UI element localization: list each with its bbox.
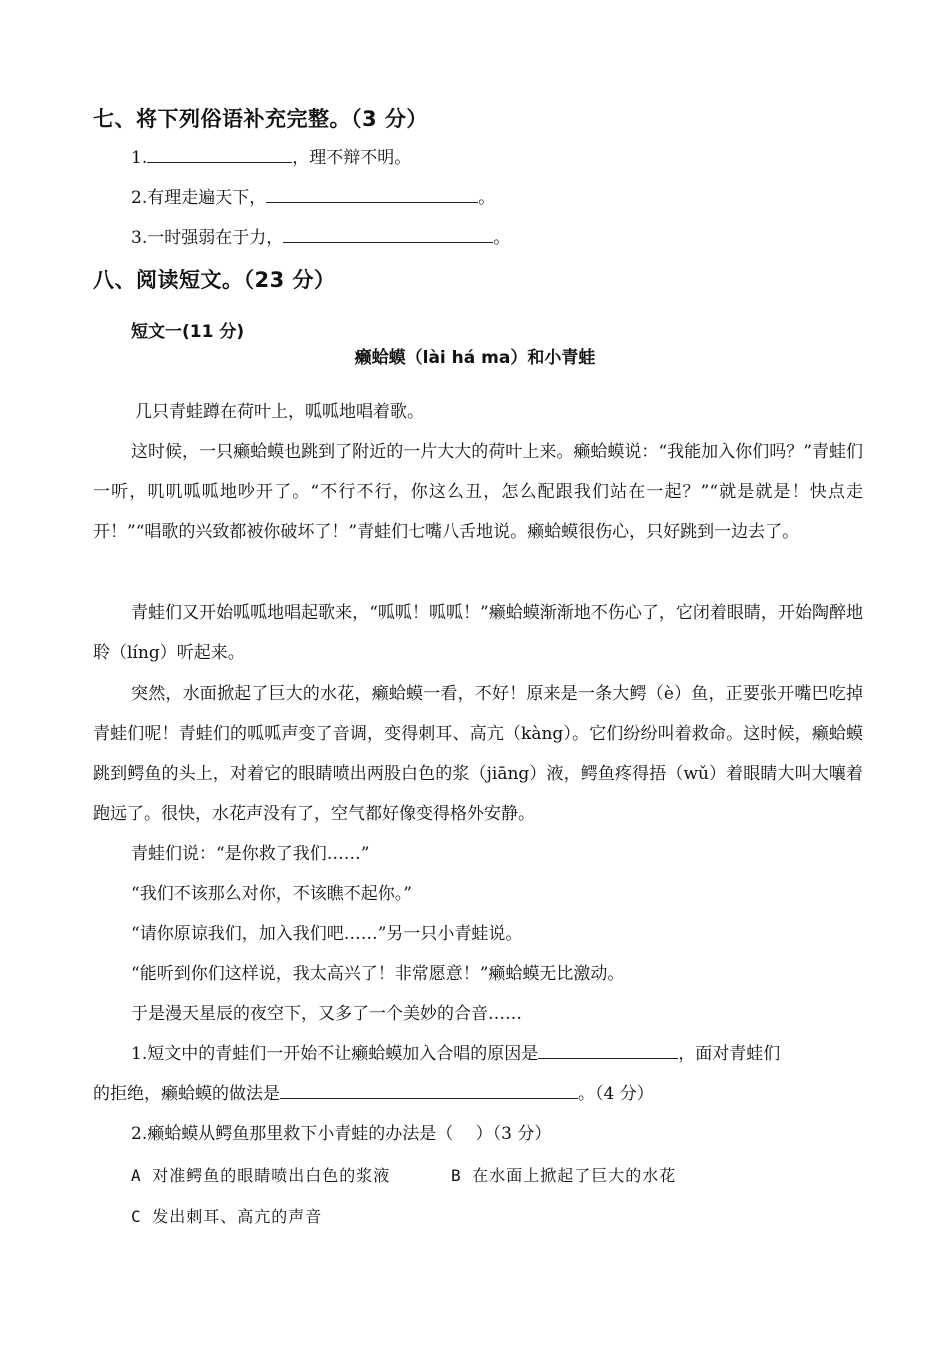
q1-suffix: ，理不辩不明。 — [292, 148, 412, 168]
section-8-heading: 八、阅读短文。（23 分） — [93, 268, 336, 292]
section-7-question-3 — [131, 226, 510, 250]
reading-question-2: 2.癞蛤蟆从鳄鱼那里救下小青蛙的办法是（ ）（3 分） — [131, 1124, 552, 1144]
option-b[interactable]: B 在水面上掀起了巨大的水花 — [451, 1166, 677, 1185]
story-paragraph-7: “请你原谅我们，加入我们吧……”另一只小青蛙说。 — [131, 924, 523, 944]
section-7-question-1 — [131, 146, 411, 170]
reading-question-1-line-1 — [131, 1042, 780, 1066]
rq1-text-3: 的拒绝，癞蛤蟆的做法是 — [93, 1084, 280, 1104]
passage-label: 短文一(11 分) — [131, 322, 245, 342]
rq1-text-2: ，面对青蛙们 — [678, 1044, 781, 1064]
q3-prefix: 3.一时强弱在于力， — [131, 228, 284, 248]
rq1-reason-blank[interactable] — [538, 1042, 678, 1059]
story-paragraph-1: 几只青蛙蹲在荷叶上，呱呱地唱着歌。 — [135, 402, 424, 422]
q2-suffix: 。 — [478, 188, 496, 208]
q2-prefix: 2.有理走遍天下， — [131, 188, 267, 208]
section-7-heading: 七、将下列俗语补充完整。（3 分） — [93, 107, 428, 131]
story-paragraph-2: 这时候，一只癞蛤蟆也跳到了附近的一片大大的荷叶上来。癞蛤蟆说：“我能加入你们吗？”青蛙们一听，叽叽呱呱地吵开了。“不行不行，你这么丑，怎么配跟我们站在一起？”“就是就是！快点走开！”“唱歌的兴致都被你破坏了！”青蛙们七嘴八舌地说。癞蛤蟆很伤心，只好跳到一边去了。 — [93, 442, 863, 542]
story-paragraph-8: “能听到你们这样说，我太高兴了！非常愿意！”癞蛤蟆无比激动。 — [131, 964, 625, 984]
rq1-text-4: 。（4 分） — [578, 1084, 654, 1104]
story-paragraph-9: 于是漫天星辰的夜空下，又多了一个美妙的合音…… — [131, 1004, 522, 1024]
story-paragraph-3: 青蛙们又开始呱呱地唱起歌来，“呱呱！呱呱！”癞蛤蟆渐渐地不伤心了，它闭着眼睛，开始陶醉地聆（líng）听起来。 — [93, 603, 863, 663]
section-7-question-2 — [131, 186, 495, 210]
story-paragraph-4: 突然，水面掀起了巨大的水花，癞蛤蟆一看，不好！原来是一条大鳄（è）鱼，正要张开嘴巴吃掉青蛙们呢！青蛙们的呱呱声变了音调，变得刺耳、高亢（kàng）。它们纷纷叫着救命。这时候，癞蛤蟆跳到鳄鱼的头上，对着它的眼睛喷出两股白色的浆（jiāng）液，鳄鱼疼得捂（wǔ）着眼睛大叫大嚷着跑远了。很快，水花声没有了，空气都好像变得格外安静。 — [93, 684, 863, 824]
story-paragraph-5: 青蛙们说：“是你救了我们……” — [131, 844, 370, 864]
reading-question-1-line-2 — [93, 1082, 654, 1106]
q2-answer-blank[interactable] — [266, 186, 478, 203]
q3-answer-blank[interactable] — [283, 226, 493, 243]
rq1-text-1: 1.短文中的青蛙们一开始不让癞蛤蟆加入合唱的原因是 — [131, 1044, 539, 1064]
option-c[interactable]: C 发出刺耳、高亢的声音 — [131, 1207, 323, 1226]
rq1-action-blank[interactable] — [280, 1082, 578, 1099]
option-a[interactable]: A 对准鳄鱼的眼睛喷出白色的浆液 — [131, 1166, 391, 1185]
q1-answer-blank[interactable] — [147, 146, 292, 163]
story-title: 癞蛤蟆（lài há ma）和小青蛙 — [354, 348, 596, 368]
q1-prefix: 1. — [131, 148, 148, 168]
q3-suffix: 。 — [493, 228, 511, 248]
story-paragraph-6: “我们不该那么对你，不该瞧不起你。” — [131, 884, 412, 904]
